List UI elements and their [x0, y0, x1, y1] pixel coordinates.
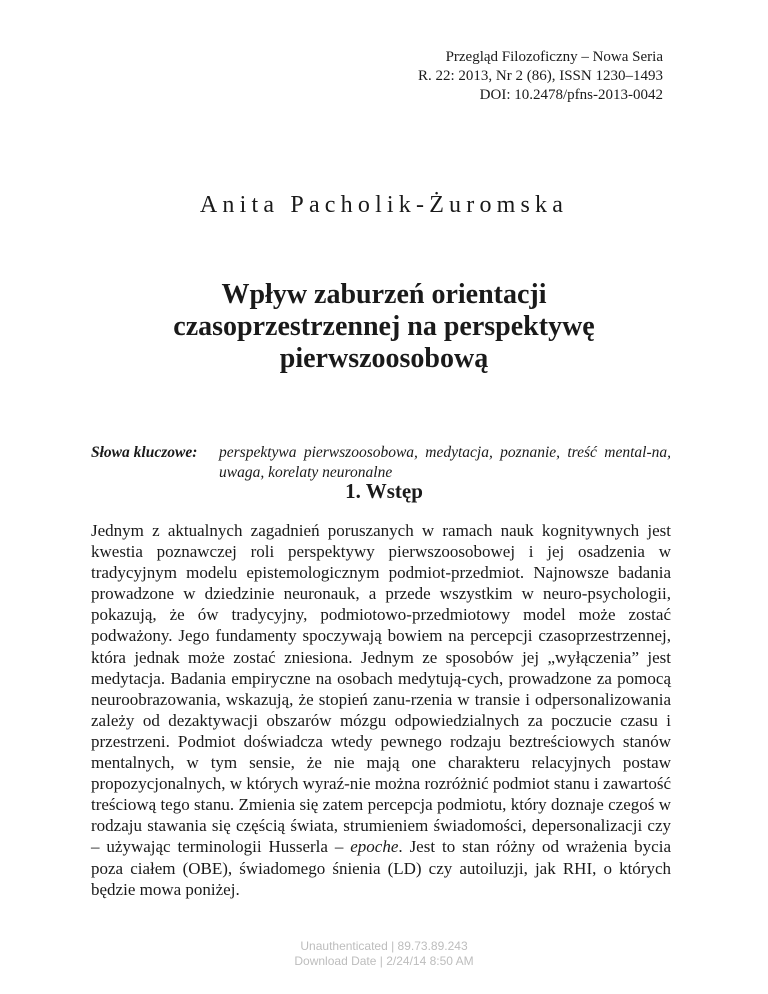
keywords-label: Słowa kluczowe: — [91, 444, 198, 461]
body-text-part-1: Jednym z aktualnych zagadnień poruszanych w ramach nauk kognitywnych jest kwestia poznawczej roli perspektywy pierwszoosobowej i jej osadzenia w tradycyjnym modelu epistemologicznym podmiot-przedmiot. Najnowsze badania prowadzone w dziedzinie neuronauk, a przede wszystkim w neuro-psychologii, pokazują, że ów tradycyjny, podmiotowo-przedmiotowy model może zostać podważony. Jego fundamenty spoczywają bowiem na percepcji czasoprzestrzennej, która jednak może zostać zniesiona. Jednym ze sposobów jej „wyłączenia” jest medytacja. Badania empiryczne na osobach medytują-cych, prowadzone za pomocą neuroobrazowania, wskazują, że stopień zanu-rzenia w transie i odpersonalizowania zależy od dezaktywacji obszarów mózgu odpowiedzialnych za poczucie czasu i przestrzeni. Podmiot doświadcza wtedy pewnego rodzaju beztreściowych stanów mentalnych, w tym sensie, że nie mają one charakteru relacyjnych postaw propozycjonalnych, w których wyraź-nie można rozróżnić podmiot stanu i zawartość treściową tego stanu. Zmienia się zatem percepcja podmiotu, który doznaje czegoś w rodzaju stawania się częścią świata, strumieniem świadomości, depersonalizacji czy – używając terminologii Husserla – — [91, 521, 671, 857]
author-name: Anita Pacholik-Żuromska — [199, 192, 569, 218]
journal-doi: DOI: 10.2478/pfns-2013-0042 — [479, 87, 663, 103]
article-title — [0, 279, 768, 375]
journal-volume: R. 22: 2013, Nr 2 (86), ISSN 1230–1493 — [417, 68, 663, 84]
title-line-1: Wpływ zaburzeń orientacji — [221, 279, 547, 310]
keywords-block — [91, 443, 671, 483]
body-text-part-2: . Jest to stan różny od wrażenia bycia poza ciałem (OBE), świadomego śnienia (LD) czy autoiluzji, jak RHI, o których będzie mowa poniżej. — [91, 837, 671, 899]
title-line-2: czasoprzestrzennej na perspektywę — [173, 311, 595, 342]
term-epoche: epoche — [350, 837, 399, 857]
journal-header — [418, 48, 663, 105]
keywords-text: perspektywa pierwszoosobowa, medytacja, poznanie, treść mental-na, uwaga, korelaty neuronalne — [219, 444, 671, 481]
download-watermark — [0, 939, 768, 969]
body-paragraph — [91, 520, 671, 900]
section-heading: 1. Wstęp — [345, 479, 423, 503]
watermark-auth: Unauthenticated | 89.73.89.243 — [300, 939, 468, 953]
watermark-date: Download Date | 2/24/14 8:50 AM — [294, 954, 474, 968]
journal-name: Przegląd Filozoficzny – Nowa Seria — [445, 49, 663, 65]
title-line-3: pierwszoosobową — [279, 343, 489, 374]
